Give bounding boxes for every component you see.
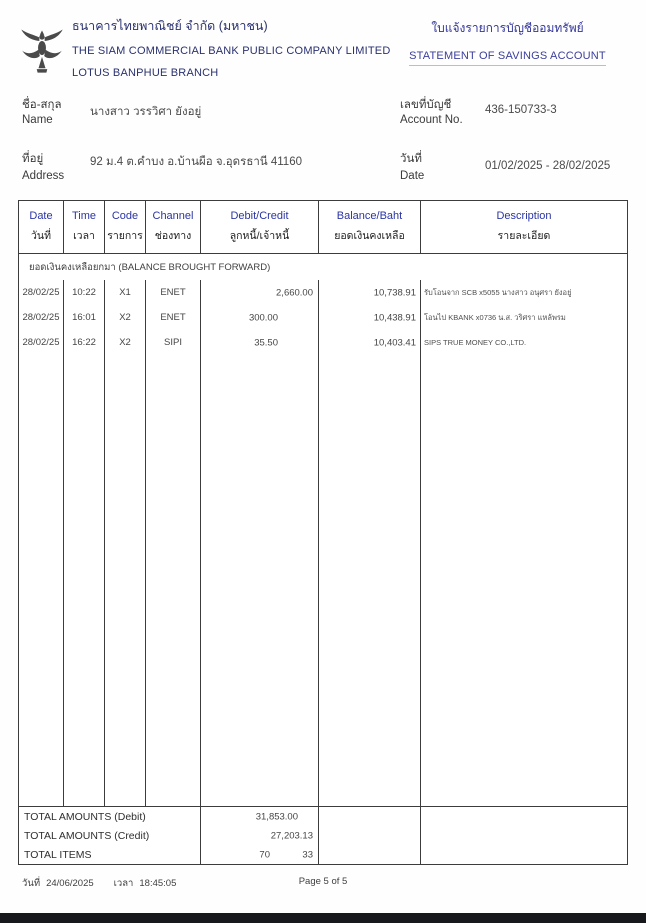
row-channel: ENET [146, 305, 201, 330]
date-label-en: Date [400, 170, 425, 182]
total-debit-row [19, 807, 627, 826]
row-debit-amount: 35.50 [254, 337, 278, 348]
row-channel: ENET [146, 280, 201, 305]
total-items-label: TOTAL ITEMS [19, 845, 201, 864]
account-number: 436-150733-3 [485, 104, 557, 116]
row-credit-amount: 2,660.00 [276, 287, 313, 298]
table-row [19, 330, 627, 355]
row-debit-credit [201, 330, 319, 355]
transaction-rows [19, 280, 627, 355]
total-debit-label: TOTAL AMOUNTS (Debit) [19, 807, 201, 826]
row-code: X2 [105, 305, 146, 330]
account-label-en: Account No. [400, 114, 463, 126]
bank-name-th: ธนาคารไทยพาณิชย์ จำกัด (มหาชน) [72, 19, 268, 33]
row-debit-credit [201, 305, 319, 330]
column-header-description: Description รายละเอียด [496, 210, 552, 242]
date-label-th: วันที่ [400, 153, 422, 165]
table-row [19, 280, 627, 305]
column-header-time: Time เวลา [64, 201, 105, 253]
page-footer [0, 876, 646, 892]
garuda-emblem-icon [20, 27, 64, 77]
empty-body-area [19, 355, 627, 806]
bank-branch: LOTUS BANPHUE BRANCH [72, 67, 219, 79]
row-description: SIPS TRUE MONEY CO.,LTD. [424, 338, 527, 347]
page-number: Page 5 of 5 [298, 876, 348, 887]
row-balance [319, 280, 421, 305]
row-time: 16:01 [64, 305, 105, 330]
bank-header [72, 16, 390, 79]
name-label-en: Name [22, 114, 53, 126]
row-date: 28/02/25 [19, 305, 64, 330]
row-date: 28/02/25 [19, 330, 64, 355]
doc-title-en: STATEMENT OF SAVINGS ACCOUNT [409, 50, 606, 66]
row-description: รับโอนจาก SCB x5055 นางสาว อนุศรา ยังอยู่ [424, 287, 572, 297]
column-header-debit-credit: Debit/Credit ลูกหนี้/เจ้าหนี้ [201, 201, 319, 253]
row-balance-amount: 10,738.91 [373, 287, 416, 298]
row-date: 28/02/25 [19, 280, 64, 305]
row-debit-credit [201, 280, 319, 305]
footer-time-label: เวลา [113, 878, 134, 889]
total-credit-label: TOTAL AMOUNTS (Credit) [19, 826, 201, 845]
footer-date-label: วันที่ [22, 878, 41, 889]
total-credit-row [19, 826, 627, 845]
row-time: 16:22 [64, 330, 105, 355]
statement-table [18, 200, 628, 865]
document-title [395, 19, 620, 66]
print-datetime [22, 876, 182, 891]
row-balance [319, 330, 421, 355]
address-value: 92 ม.4 ต.คำบง อ.บ้านผือ จ.อุดรธานี 41160 [90, 156, 302, 168]
doc-title-th: ใบแจ้งรายการบัญชีออมทรัพย์ [431, 21, 584, 35]
name-label-th: ชื่อ-สกุล [22, 99, 62, 111]
column-header-date: Date วันที่ [19, 201, 64, 253]
row-balance-amount: 10,403.41 [373, 337, 416, 348]
table-header-row [19, 201, 627, 254]
row-code: X2 [105, 330, 146, 355]
account-holder-name: นางสาว วรรวิศา ยังอยู่ [90, 106, 202, 118]
column-header-channel: Channel ช่องทาง [146, 201, 201, 253]
total-items-credit-count: 33 [302, 849, 313, 860]
total-credit-amount: 27,203.13 [270, 830, 313, 841]
balance-brought-forward-row: ยอดเงินคงเหลือยกมา (BALANCE BROUGHT FORWARD) [29, 261, 271, 273]
footer-date-value: 24/06/2025 [46, 878, 94, 889]
total-items-row [19, 845, 627, 864]
viewer-bottom-bar [0, 913, 646, 923]
column-header-code: Code รายการ [105, 201, 146, 253]
statement-date-range: 01/02/2025 - 28/02/2025 [485, 160, 611, 172]
row-balance [319, 305, 421, 330]
total-debit-amount: 31,853.00 [255, 811, 298, 822]
row-code: X1 [105, 280, 146, 305]
account-label-th: เลขที่บัญชี [400, 99, 452, 111]
total-items-debit-count: 70 [259, 849, 270, 860]
totals-section [19, 806, 627, 864]
address-label-th: ที่อยู่ [22, 153, 44, 165]
row-channel: SIPI [146, 330, 201, 355]
footer-time-value: 18:45:05 [139, 878, 177, 889]
column-header-balance: Balance/Baht ยอดเงินคงเหลือ [319, 201, 421, 253]
row-description: โอนไป KBANK x0736 น.ส. วริศรา แหล้พรม [424, 312, 566, 322]
bank-name-en: THE SIAM COMMERCIAL BANK PUBLIC COMPANY LIMITED [72, 45, 391, 57]
table-row [19, 305, 627, 330]
address-label-en: Address [22, 170, 65, 182]
table-body [19, 254, 627, 806]
row-debit-amount: 300.00 [248, 312, 278, 323]
row-balance-amount: 10,438.91 [373, 312, 416, 323]
row-time: 10:22 [64, 280, 105, 305]
